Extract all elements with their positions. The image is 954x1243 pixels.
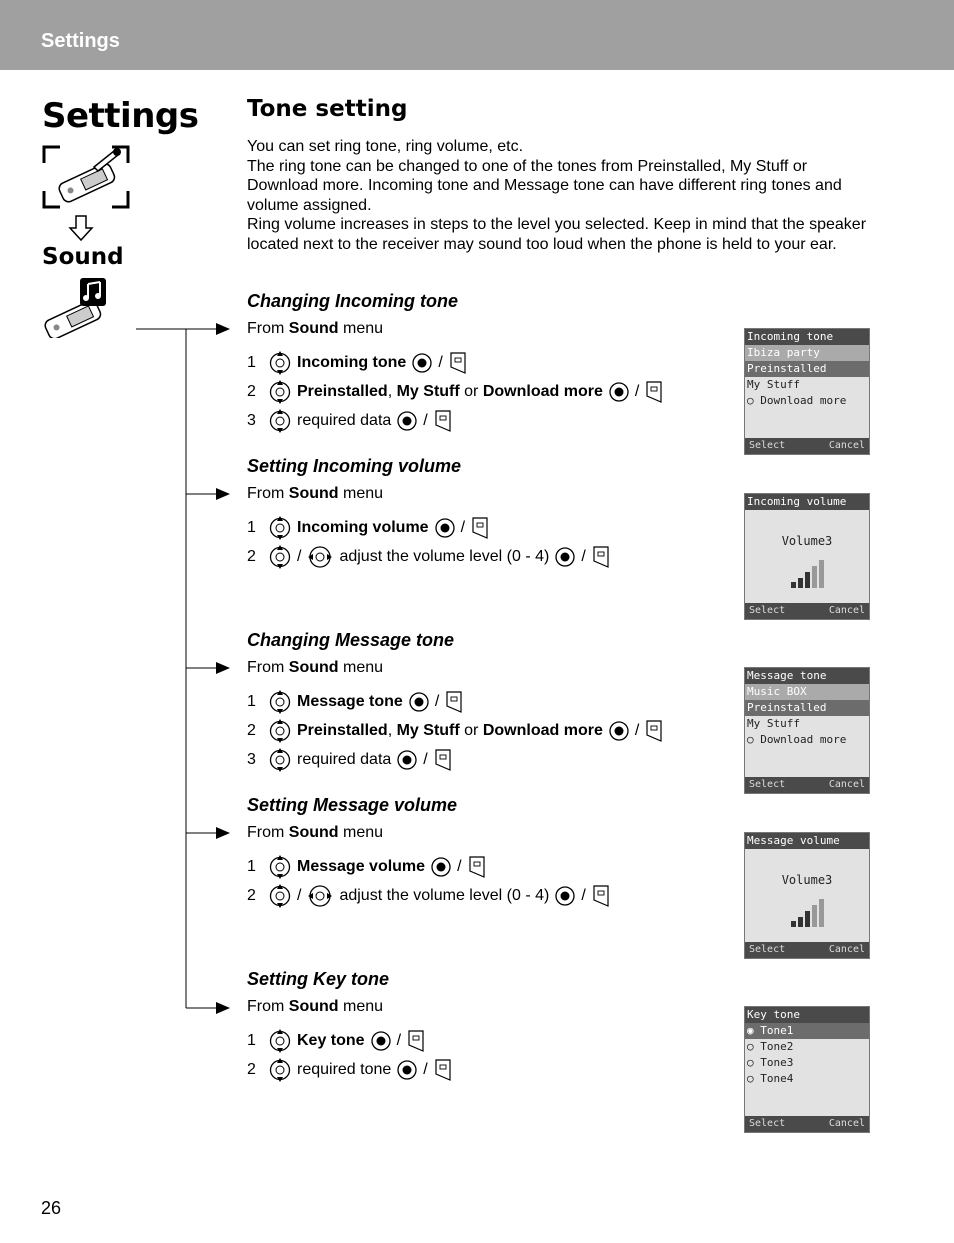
screen-softkeys: Select Cancel: [745, 603, 869, 619]
screen-row: My Stuff: [747, 378, 800, 391]
header-title: Settings: [41, 30, 120, 52]
screen-incoming-tone: [744, 328, 870, 455]
screen-title: Incoming volume: [745, 494, 869, 510]
soft-key-icon: [445, 690, 463, 714]
screen-title: Message volume: [745, 833, 869, 849]
ok-key-icon: [397, 750, 417, 770]
soft-key-icon: [434, 748, 452, 772]
ok-key-icon: [555, 547, 575, 567]
left-right-key-icon: [307, 884, 333, 908]
intro-line-2: The ring tone can be changed to one of the tones from Preinstalled, My Stuff or Download more. Incoming tone and Message tone can have different ring tones and volume assigned.: [247, 157, 842, 214]
subsection-heading: Changing Incoming tone: [247, 291, 458, 311]
nav-key-icon: [269, 1057, 291, 1083]
step-2: 2 Preinstalled , My Stuff or Download more /: [247, 716, 727, 745]
ok-key-icon: [435, 518, 455, 538]
soft-key-icon: [434, 1058, 452, 1082]
from-line: From Sound menu: [247, 998, 384, 1015]
screen-row: ○ Tone2: [747, 1040, 794, 1053]
from-line: From Sound menu: [247, 485, 384, 502]
screen-row: Music BOX: [745, 684, 869, 700]
screen-row: Preinstalled: [745, 700, 869, 716]
nav-key-icon: [269, 379, 291, 405]
subsection-message-tone: [247, 630, 727, 774]
ok-key-icon: [371, 1031, 391, 1051]
step-2: 2 / adjust the volume level (0 - 4) /: [247, 542, 727, 571]
soft-key-icon: [471, 516, 489, 540]
nav-key-icon: [269, 350, 291, 376]
soft-key-icon: [645, 380, 663, 404]
screen-row: Ibiza party: [745, 345, 869, 361]
intro-line-1: You can set ring tone, ring volume, etc.: [247, 138, 524, 155]
nav-key-icon: [269, 408, 291, 434]
screen-softkeys: Select Cancel: [745, 777, 869, 793]
screen-softkeys: Select Cancel: [745, 1116, 869, 1132]
screen-softkeys: Select Cancel: [745, 438, 869, 454]
nav-key-icon: [269, 689, 291, 715]
ok-key-icon: [431, 857, 451, 877]
ok-key-icon: [412, 353, 432, 373]
subsection-heading: Setting Key tone: [247, 969, 390, 989]
soft-key-icon: [468, 855, 486, 879]
soft-key-icon: [592, 884, 610, 908]
ok-key-icon: [555, 886, 575, 906]
soft-key-icon: [434, 409, 452, 433]
step-2: 2 / adjust the volume level (0 - 4) /: [247, 881, 727, 910]
screen-title: Message tone: [745, 668, 869, 684]
left-right-key-icon: [307, 545, 333, 569]
subsection-incoming-volume: [247, 456, 727, 571]
sound-subtitle: Sound: [42, 244, 124, 270]
subsection-heading: Setting Incoming volume: [247, 456, 462, 476]
nav-key-icon: [269, 515, 291, 541]
ok-key-icon: [397, 411, 417, 431]
nav-key-icon: [269, 883, 291, 909]
page-number: 26: [41, 1198, 62, 1218]
screen-message-volume: [744, 832, 870, 959]
step-2: 2 Preinstalled , My Stuff or Download more /: [247, 377, 727, 406]
screen-row: ○ Tone4: [747, 1072, 794, 1085]
flow-connector: [0, 0, 240, 1243]
subsection-incoming-tone: [247, 291, 727, 435]
volume-bars-icon: [789, 558, 829, 588]
step-3: 3 required data /: [247, 745, 727, 774]
soft-key-icon: [449, 351, 467, 375]
ok-key-icon: [609, 721, 629, 741]
ok-key-icon: [409, 692, 429, 712]
intro-line-3: Ring volume increases in steps to the level you selected. Keep in mind that the speaker located next to the receiver may sound too loud when the phone is held to your ear.: [247, 216, 867, 253]
screen-key-tone: [744, 1006, 870, 1133]
volume-bars-icon: [789, 897, 829, 927]
nav-key-icon: [269, 747, 291, 773]
subsection-heading: Setting Message volume: [247, 795, 458, 815]
step-1: 1 Incoming volume /: [247, 513, 727, 542]
screen-row: My Stuff: [747, 717, 800, 730]
screen-row: ○ Download more: [747, 394, 847, 407]
screen-row: ◉ Tone1: [745, 1023, 869, 1039]
subsection-heading: Changing Message tone: [247, 630, 455, 650]
screen-incoming-volume: [744, 493, 870, 620]
subsection-key-tone: [247, 969, 727, 1084]
step-1: 1 Incoming tone /: [247, 348, 727, 377]
volume-label: Volume3: [781, 873, 833, 887]
screen-title: Incoming tone: [745, 329, 869, 345]
screen-row: Preinstalled: [745, 361, 869, 377]
screen-softkeys: Select Cancel: [745, 942, 869, 958]
soft-key-icon: [592, 545, 610, 569]
ok-key-icon: [397, 1060, 417, 1080]
screen-row: ○ Download more: [747, 733, 847, 746]
section-heading: Tone setting: [247, 96, 408, 122]
step-1: 1 Message tone /: [247, 687, 727, 716]
from-line: From Sound menu: [247, 824, 384, 841]
nav-key-icon: [269, 854, 291, 880]
page-title: Settings: [42, 96, 199, 136]
nav-key-icon: [269, 544, 291, 570]
step-1: 1 Key tone /: [247, 1026, 727, 1055]
step-3: 3 required data /: [247, 406, 727, 435]
from-line: From Sound menu: [247, 320, 384, 337]
soft-key-icon: [407, 1029, 425, 1053]
screen-title: Key tone: [745, 1007, 869, 1023]
soft-key-icon: [645, 719, 663, 743]
intro-text: [247, 137, 877, 254]
screen-message-tone: [744, 667, 870, 794]
step-2: 2 required tone /: [247, 1055, 727, 1084]
screen-row: ○ Tone3: [747, 1056, 794, 1069]
step-1: 1 Message volume /: [247, 852, 727, 881]
subsection-message-volume: [247, 795, 727, 910]
volume-label: Volume3: [781, 534, 833, 548]
nav-key-icon: [269, 1028, 291, 1054]
from-line: From Sound menu: [247, 659, 384, 676]
ok-key-icon: [609, 382, 629, 402]
nav-key-icon: [269, 718, 291, 744]
